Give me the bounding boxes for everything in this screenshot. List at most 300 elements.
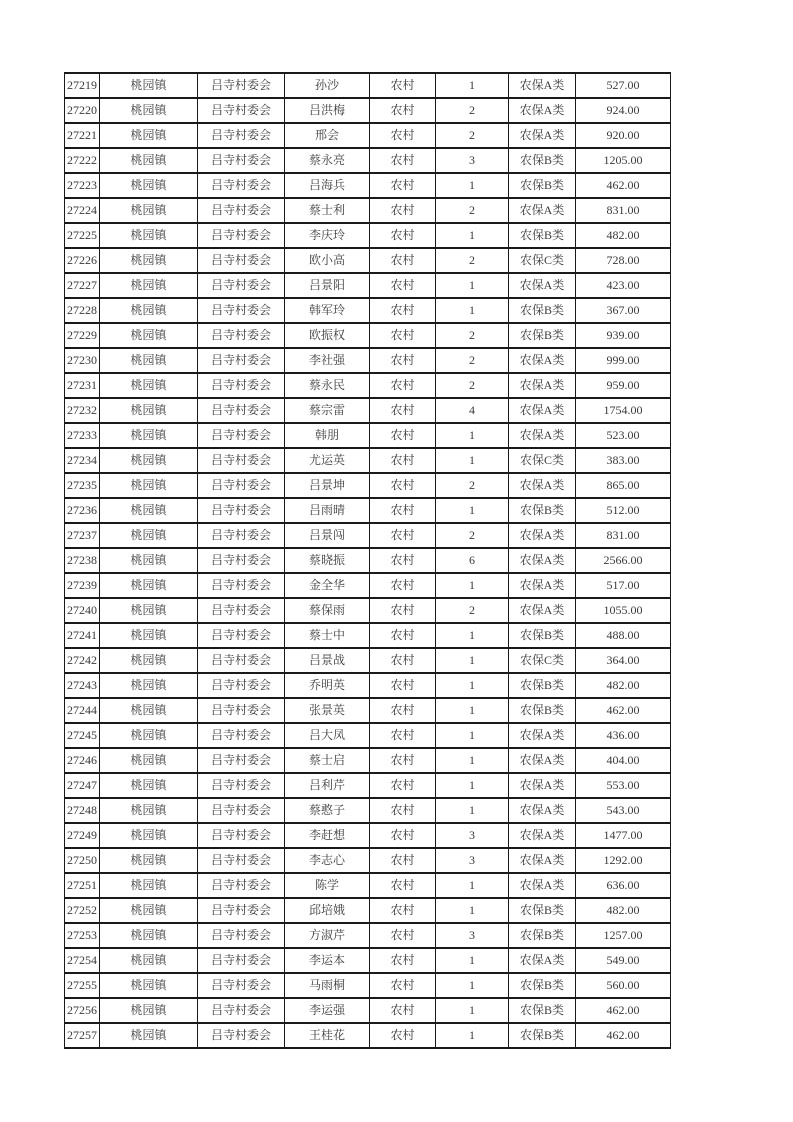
cell-amount: 523.00: [576, 423, 671, 448]
cell-person-count: 2: [436, 123, 509, 148]
table-row: [65, 698, 671, 723]
cell-person-name: 李运强: [285, 998, 370, 1023]
cell-person-name: 方淑芹: [285, 923, 370, 948]
cell-residence-type: 农村: [370, 723, 436, 748]
cell-record-id: 27222: [65, 148, 100, 173]
cell-town: 桃园镇: [100, 248, 198, 273]
cell-person-count: 1: [436, 673, 509, 698]
cell-residence-type: 农村: [370, 798, 436, 823]
cell-residence-type: 农村: [370, 948, 436, 973]
cell-residence-type: 农村: [370, 598, 436, 623]
table-row: [65, 973, 671, 998]
cell-town: 桃园镇: [100, 823, 198, 848]
cell-village-committee: 吕寺村委会: [198, 298, 285, 323]
cell-person-count: 1: [436, 173, 509, 198]
cell-insurance-category: 农保A类: [509, 873, 576, 898]
cell-residence-type: 农村: [370, 698, 436, 723]
cell-record-id: 27251: [65, 873, 100, 898]
cell-person-name: 吕大凤: [285, 723, 370, 748]
cell-person-count: 1: [436, 448, 509, 473]
cell-record-id: 27249: [65, 823, 100, 848]
cell-town: 桃园镇: [100, 623, 198, 648]
cell-town: 桃园镇: [100, 1023, 198, 1048]
cell-town: 桃园镇: [100, 398, 198, 423]
cell-insurance-category: 农保C类: [509, 248, 576, 273]
cell-person-name: 邱培娥: [285, 898, 370, 923]
cell-town: 桃园镇: [100, 273, 198, 298]
cell-person-name: 邢会: [285, 123, 370, 148]
cell-insurance-category: 农保B类: [509, 223, 576, 248]
cell-residence-type: 农村: [370, 523, 436, 548]
cell-town: 桃园镇: [100, 548, 198, 573]
cell-amount: 1754.00: [576, 398, 671, 423]
table-row: [65, 898, 671, 923]
cell-village-committee: 吕寺村委会: [198, 798, 285, 823]
table-row: [65, 148, 671, 173]
cell-person-count: 3: [436, 823, 509, 848]
cell-residence-type: 农村: [370, 123, 436, 148]
cell-town: 桃园镇: [100, 698, 198, 723]
cell-insurance-category: 农保B类: [509, 298, 576, 323]
cell-insurance-category: 农保A类: [509, 98, 576, 123]
cell-village-committee: 吕寺村委会: [198, 448, 285, 473]
cell-town: 桃园镇: [100, 873, 198, 898]
table-row: [65, 448, 671, 473]
cell-amount: 482.00: [576, 223, 671, 248]
cell-amount: 462.00: [576, 998, 671, 1023]
cell-person-name: 蔡永民: [285, 373, 370, 398]
cell-village-committee: 吕寺村委会: [198, 73, 285, 98]
cell-insurance-category: 农保C类: [509, 448, 576, 473]
cell-residence-type: 农村: [370, 823, 436, 848]
cell-record-id: 27236: [65, 498, 100, 523]
cell-residence-type: 农村: [370, 373, 436, 398]
cell-residence-type: 农村: [370, 623, 436, 648]
cell-insurance-category: 农保B类: [509, 898, 576, 923]
cell-insurance-category: 农保B类: [509, 698, 576, 723]
cell-village-committee: 吕寺村委会: [198, 948, 285, 973]
cell-residence-type: 农村: [370, 648, 436, 673]
cell-village-committee: 吕寺村委会: [198, 148, 285, 173]
cell-person-count: 1: [436, 873, 509, 898]
cell-person-name: 吕洪梅: [285, 98, 370, 123]
cell-residence-type: 农村: [370, 573, 436, 598]
cell-residence-type: 农村: [370, 348, 436, 373]
cell-record-id: 27243: [65, 673, 100, 698]
table-row: [65, 548, 671, 573]
cell-insurance-category: 农保A类: [509, 573, 576, 598]
table-row: [65, 673, 671, 698]
cell-person-name: 蔡永亮: [285, 148, 370, 173]
cell-person-count: 1: [436, 623, 509, 648]
cell-town: 桃园镇: [100, 673, 198, 698]
cell-town: 桃园镇: [100, 373, 198, 398]
cell-town: 桃园镇: [100, 473, 198, 498]
cell-amount: 488.00: [576, 623, 671, 648]
cell-record-id: 27226: [65, 248, 100, 273]
cell-person-count: 1: [436, 698, 509, 723]
cell-person-count: 1: [436, 773, 509, 798]
cell-record-id: 27255: [65, 973, 100, 998]
cell-person-count: 1: [436, 498, 509, 523]
cell-person-count: 3: [436, 923, 509, 948]
cell-town: 桃园镇: [100, 998, 198, 1023]
cell-person-count: 1: [436, 298, 509, 323]
cell-insurance-category: 农保A类: [509, 348, 576, 373]
cell-insurance-category: 农保B类: [509, 148, 576, 173]
cell-amount: 517.00: [576, 573, 671, 598]
table-row: [65, 848, 671, 873]
cell-amount: 939.00: [576, 323, 671, 348]
cell-amount: 462.00: [576, 698, 671, 723]
table-row: [65, 998, 671, 1023]
cell-person-count: 6: [436, 548, 509, 573]
cell-record-id: 27228: [65, 298, 100, 323]
table-row: [65, 123, 671, 148]
cell-village-committee: 吕寺村委会: [198, 623, 285, 648]
cell-person-name: 尤运英: [285, 448, 370, 473]
cell-residence-type: 农村: [370, 673, 436, 698]
cell-amount: 1055.00: [576, 598, 671, 623]
table-row: [65, 523, 671, 548]
table-row: [65, 323, 671, 348]
cell-insurance-category: 农保B类: [509, 973, 576, 998]
cell-town: 桃园镇: [100, 723, 198, 748]
cell-person-name: 马雨桐: [285, 973, 370, 998]
cell-village-committee: 吕寺村委会: [198, 98, 285, 123]
cell-insurance-category: 农保A类: [509, 798, 576, 823]
cell-person-name: 吕景阳: [285, 273, 370, 298]
cell-record-id: 27233: [65, 423, 100, 448]
table-row: [65, 473, 671, 498]
table-row: [65, 1023, 671, 1048]
cell-residence-type: 农村: [370, 398, 436, 423]
cell-residence-type: 农村: [370, 223, 436, 248]
cell-town: 桃园镇: [100, 173, 198, 198]
cell-village-committee: 吕寺村委会: [198, 873, 285, 898]
cell-amount: 527.00: [576, 73, 671, 98]
cell-insurance-category: 农保A类: [509, 273, 576, 298]
cell-record-id: 27247: [65, 773, 100, 798]
cell-town: 桃园镇: [100, 798, 198, 823]
cell-record-id: 27245: [65, 723, 100, 748]
cell-village-committee: 吕寺村委会: [198, 573, 285, 598]
cell-town: 桃园镇: [100, 298, 198, 323]
cell-amount: 462.00: [576, 1023, 671, 1048]
cell-insurance-category: 农保C类: [509, 648, 576, 673]
cell-person-count: 1: [436, 798, 509, 823]
table-row: [65, 173, 671, 198]
cell-insurance-category: 农保B类: [509, 173, 576, 198]
cell-amount: 959.00: [576, 373, 671, 398]
cell-residence-type: 农村: [370, 448, 436, 473]
cell-town: 桃园镇: [100, 948, 198, 973]
cell-village-committee: 吕寺村委会: [198, 973, 285, 998]
cell-person-count: 2: [436, 598, 509, 623]
cell-insurance-category: 农保B类: [509, 498, 576, 523]
cell-record-id: 27244: [65, 698, 100, 723]
cell-amount: 636.00: [576, 873, 671, 898]
cell-residence-type: 农村: [370, 473, 436, 498]
cell-village-committee: 吕寺村委会: [198, 398, 285, 423]
cell-residence-type: 农村: [370, 98, 436, 123]
cell-town: 桃园镇: [100, 973, 198, 998]
cell-record-id: 27231: [65, 373, 100, 398]
cell-person-name: 吕景坤: [285, 473, 370, 498]
cell-insurance-category: 农保A类: [509, 948, 576, 973]
cell-village-committee: 吕寺村委会: [198, 648, 285, 673]
cell-village-committee: 吕寺村委会: [198, 198, 285, 223]
cell-residence-type: 农村: [370, 498, 436, 523]
cell-town: 桃园镇: [100, 423, 198, 448]
cell-amount: 512.00: [576, 498, 671, 523]
cell-person-count: 1: [436, 723, 509, 748]
cell-insurance-category: 农保A类: [509, 723, 576, 748]
table-row: [65, 348, 671, 373]
cell-person-name: 蔡晓振: [285, 548, 370, 573]
table-row: [65, 723, 671, 748]
cell-residence-type: 农村: [370, 73, 436, 98]
cell-town: 桃园镇: [100, 748, 198, 773]
cell-person-name: 李赶想: [285, 823, 370, 848]
cell-record-id: 27257: [65, 1023, 100, 1048]
cell-person-name: 李志心: [285, 848, 370, 873]
cell-village-committee: 吕寺村委会: [198, 123, 285, 148]
cell-village-committee: 吕寺村委会: [198, 523, 285, 548]
cell-person-name: 李社强: [285, 348, 370, 373]
cell-insurance-category: 农保A类: [509, 73, 576, 98]
table-row: [65, 223, 671, 248]
cell-residence-type: 农村: [370, 273, 436, 298]
cell-insurance-category: 农保A类: [509, 123, 576, 148]
cell-village-committee: 吕寺村委会: [198, 848, 285, 873]
table-row: [65, 773, 671, 798]
cell-insurance-category: 农保A类: [509, 373, 576, 398]
cell-person-count: 4: [436, 398, 509, 423]
cell-village-committee: 吕寺村委会: [198, 723, 285, 748]
cell-record-id: 27223: [65, 173, 100, 198]
cell-residence-type: 农村: [370, 248, 436, 273]
cell-residence-type: 农村: [370, 548, 436, 573]
cell-amount: 728.00: [576, 248, 671, 273]
cell-insurance-category: 农保A类: [509, 598, 576, 623]
table-row: [65, 823, 671, 848]
cell-insurance-category: 农保B类: [509, 923, 576, 948]
cell-amount: 2566.00: [576, 548, 671, 573]
cell-amount: 436.00: [576, 723, 671, 748]
cell-town: 桃园镇: [100, 348, 198, 373]
table-row: [65, 273, 671, 298]
cell-residence-type: 农村: [370, 923, 436, 948]
cell-insurance-category: 农保A类: [509, 773, 576, 798]
table-row: [65, 748, 671, 773]
cell-person-name: 欧小高: [285, 248, 370, 273]
cell-village-committee: 吕寺村委会: [198, 898, 285, 923]
cell-insurance-category: 农保A类: [509, 748, 576, 773]
cell-person-name: 王桂花: [285, 1023, 370, 1048]
table-row: [65, 398, 671, 423]
cell-person-count: 3: [436, 848, 509, 873]
cell-insurance-category: 农保B类: [509, 673, 576, 698]
cell-village-committee: 吕寺村委会: [198, 823, 285, 848]
cell-town: 桃园镇: [100, 148, 198, 173]
cell-record-id: 27248: [65, 798, 100, 823]
cell-person-count: 1: [436, 273, 509, 298]
cell-village-committee: 吕寺村委会: [198, 273, 285, 298]
cell-record-id: 27246: [65, 748, 100, 773]
cell-record-id: 27241: [65, 623, 100, 648]
cell-record-id: 27237: [65, 523, 100, 548]
cell-village-committee: 吕寺村委会: [198, 548, 285, 573]
cell-person-name: 乔明英: [285, 673, 370, 698]
cell-person-count: 1: [436, 1023, 509, 1048]
cell-residence-type: 农村: [370, 148, 436, 173]
table-row: [65, 873, 671, 898]
cell-village-committee: 吕寺村委会: [198, 373, 285, 398]
cell-record-id: 27250: [65, 848, 100, 873]
cell-insurance-category: 农保A类: [509, 423, 576, 448]
cell-amount: 924.00: [576, 98, 671, 123]
cell-town: 桃园镇: [100, 223, 198, 248]
cell-record-id: 27232: [65, 398, 100, 423]
cell-person-name: 韩朋: [285, 423, 370, 448]
cell-village-committee: 吕寺村委会: [198, 673, 285, 698]
cell-person-count: 1: [436, 973, 509, 998]
cell-person-name: 蔡士利: [285, 198, 370, 223]
records-table-body: [65, 73, 671, 1048]
cell-record-id: 27229: [65, 323, 100, 348]
cell-person-count: 2: [436, 473, 509, 498]
cell-person-count: 2: [436, 198, 509, 223]
cell-village-committee: 吕寺村委会: [198, 423, 285, 448]
cell-amount: 1257.00: [576, 923, 671, 948]
cell-record-id: 27242: [65, 648, 100, 673]
cell-record-id: 27219: [65, 73, 100, 98]
cell-person-count: 2: [436, 348, 509, 373]
table-row: [65, 598, 671, 623]
cell-record-id: 27224: [65, 198, 100, 223]
cell-insurance-category: 农保B类: [509, 1023, 576, 1048]
cell-residence-type: 农村: [370, 773, 436, 798]
cell-record-id: 27256: [65, 998, 100, 1023]
cell-town: 桃园镇: [100, 848, 198, 873]
cell-insurance-category: 农保B类: [509, 998, 576, 1023]
cell-village-committee: 吕寺村委会: [198, 323, 285, 348]
cell-person-name: 吕利芹: [285, 773, 370, 798]
cell-town: 桃园镇: [100, 773, 198, 798]
cell-amount: 831.00: [576, 523, 671, 548]
cell-residence-type: 农村: [370, 848, 436, 873]
cell-person-count: 3: [436, 148, 509, 173]
cell-person-name: 李庆玲: [285, 223, 370, 248]
table-row: [65, 298, 671, 323]
table-row: [65, 648, 671, 673]
table-row: [65, 73, 671, 98]
cell-residence-type: 农村: [370, 323, 436, 348]
cell-insurance-category: 农保A类: [509, 523, 576, 548]
cell-insurance-category: 农保B类: [509, 323, 576, 348]
cell-person-name: 吕海兵: [285, 173, 370, 198]
cell-amount: 423.00: [576, 273, 671, 298]
cell-village-committee: 吕寺村委会: [198, 698, 285, 723]
cell-town: 桃园镇: [100, 448, 198, 473]
cell-amount: 865.00: [576, 473, 671, 498]
cell-amount: 831.00: [576, 198, 671, 223]
cell-amount: 482.00: [576, 898, 671, 923]
cell-record-id: 27220: [65, 98, 100, 123]
cell-town: 桃园镇: [100, 98, 198, 123]
cell-village-committee: 吕寺村委会: [198, 748, 285, 773]
cell-amount: 367.00: [576, 298, 671, 323]
cell-town: 桃园镇: [100, 123, 198, 148]
cell-person-name: 蔡宗雷: [285, 398, 370, 423]
cell-record-id: 27238: [65, 548, 100, 573]
cell-village-committee: 吕寺村委会: [198, 598, 285, 623]
cell-residence-type: 农村: [370, 198, 436, 223]
table-row: [65, 948, 671, 973]
cell-record-id: 27254: [65, 948, 100, 973]
cell-record-id: 27227: [65, 273, 100, 298]
cell-insurance-category: 农保A类: [509, 473, 576, 498]
table-row: [65, 98, 671, 123]
cell-person-count: 1: [436, 998, 509, 1023]
cell-insurance-category: 农保B类: [509, 623, 576, 648]
cell-person-name: 欧振权: [285, 323, 370, 348]
cell-town: 桃园镇: [100, 598, 198, 623]
cell-amount: 364.00: [576, 648, 671, 673]
cell-record-id: 27234: [65, 448, 100, 473]
cell-person-name: 李运本: [285, 948, 370, 973]
cell-town: 桃园镇: [100, 648, 198, 673]
cell-residence-type: 农村: [370, 173, 436, 198]
cell-amount: 920.00: [576, 123, 671, 148]
cell-person-name: 吕雨晴: [285, 498, 370, 523]
cell-residence-type: 农村: [370, 998, 436, 1023]
cell-person-count: 1: [436, 73, 509, 98]
cell-residence-type: 农村: [370, 748, 436, 773]
table-row: [65, 373, 671, 398]
cell-person-count: 1: [436, 648, 509, 673]
cell-amount: 1477.00: [576, 823, 671, 848]
cell-insurance-category: 农保A类: [509, 848, 576, 873]
cell-record-id: 27235: [65, 473, 100, 498]
cell-amount: 543.00: [576, 798, 671, 823]
cell-record-id: 27225: [65, 223, 100, 248]
cell-person-count: 2: [436, 373, 509, 398]
cell-person-name: 韩军玲: [285, 298, 370, 323]
cell-person-name: 蔡士中: [285, 623, 370, 648]
cell-person-name: 陈学: [285, 873, 370, 898]
cell-residence-type: 农村: [370, 898, 436, 923]
cell-town: 桃园镇: [100, 923, 198, 948]
cell-village-committee: 吕寺村委会: [198, 348, 285, 373]
records-table: [64, 72, 671, 1049]
cell-town: 桃园镇: [100, 573, 198, 598]
cell-residence-type: 农村: [370, 973, 436, 998]
cell-village-committee: 吕寺村委会: [198, 173, 285, 198]
cell-village-committee: 吕寺村委会: [198, 473, 285, 498]
cell-insurance-category: 农保A类: [509, 398, 576, 423]
cell-person-count: 1: [436, 898, 509, 923]
cell-record-id: 27252: [65, 898, 100, 923]
cell-amount: 999.00: [576, 348, 671, 373]
cell-record-id: 27240: [65, 598, 100, 623]
cell-person-count: 2: [436, 98, 509, 123]
cell-town: 桃园镇: [100, 198, 198, 223]
table-row: [65, 423, 671, 448]
table-row: [65, 248, 671, 273]
cell-person-name: 吕景战: [285, 648, 370, 673]
